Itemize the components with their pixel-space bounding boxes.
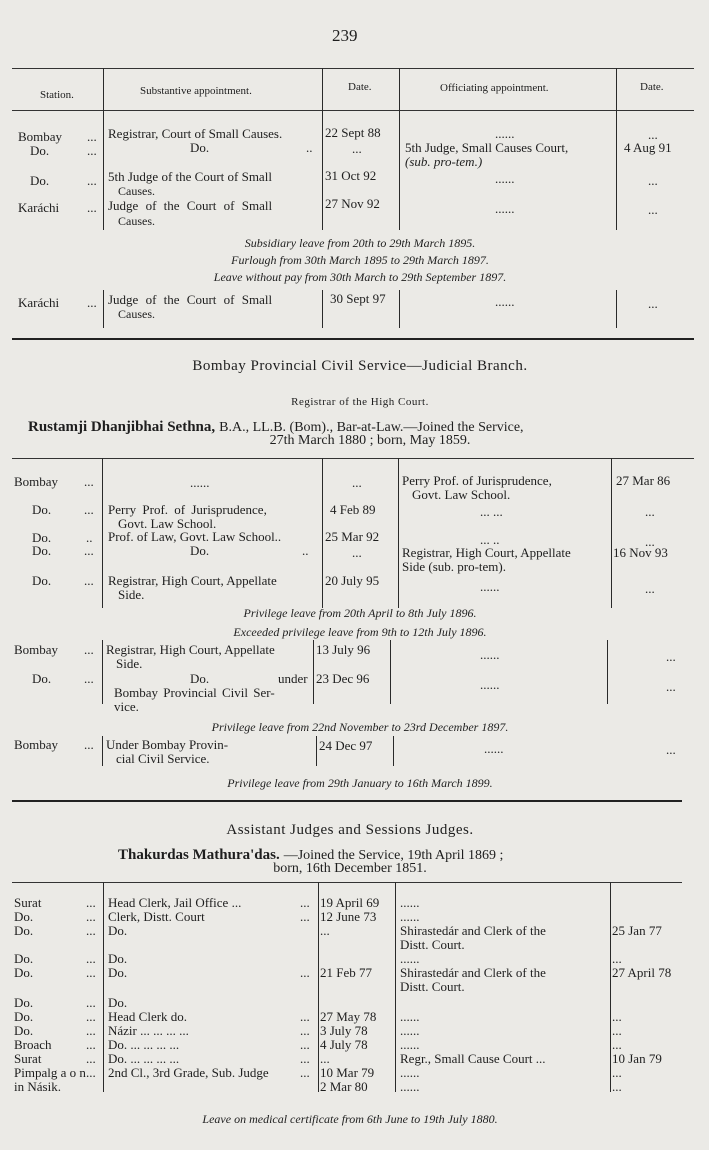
table-row-officiating: 5th Judge, Small Causes Court,	[405, 140, 569, 155]
table-row-date: ...	[645, 581, 655, 596]
table-row-substantive: 5th Judge of the Court of Small	[108, 169, 272, 184]
table-row-dots: ...	[86, 995, 96, 1010]
table-row-substantive: Registrar, High Court, Appellate	[108, 573, 277, 588]
sec1-rule-d2	[616, 290, 617, 328]
sec3-rule-c	[395, 882, 396, 1092]
leave-note: Privilege leave from 20th April to 8th July 1896.	[243, 606, 477, 620]
table-row-dots: ...	[87, 200, 97, 215]
table-row-substantive: Govt. Law School.	[118, 516, 217, 531]
sec1-rule-a2	[103, 290, 104, 328]
table-row-date2: ...	[612, 1079, 622, 1094]
table-row-sub: Do.	[108, 923, 128, 938]
table-row-substantive: under	[278, 671, 308, 686]
table-row-off: ......	[400, 1023, 420, 1038]
table-row-dots: ...	[86, 895, 96, 910]
table-row-officiating	[402, 560, 506, 574]
sec2-rule-b2	[313, 640, 314, 704]
officer-name: Rustamji Dhanjibhai Sethna,	[28, 419, 216, 435]
sec2-rule-a	[102, 458, 103, 608]
table-row-date: ...	[645, 504, 655, 519]
sec3-rule-b	[318, 882, 319, 1092]
table-row-date: 22 Sept 88	[325, 125, 381, 140]
table-row-date: ...	[648, 173, 658, 188]
table-row-date: ...	[666, 649, 676, 664]
table-row-substantive: Side.	[118, 587, 145, 602]
table-row-dots: ...	[84, 671, 94, 686]
table-row-date: ...	[352, 475, 362, 490]
table-row-dots: ...	[86, 1065, 96, 1080]
table-row-dots: ...	[84, 737, 94, 752]
table-row-sub: Head Clerk, Jail Office ...	[108, 895, 242, 910]
header-bottom-rule	[12, 110, 694, 111]
table-row-dots: ...	[84, 642, 94, 657]
table-row-date: ...	[666, 742, 676, 757]
officiating-note: Side (sub. pro-tem).	[402, 559, 506, 574]
table-row-station: Do.	[14, 1023, 34, 1038]
table-row-substantive: Causes.	[118, 184, 155, 198]
table-row-station: Do.	[14, 1009, 34, 1024]
table-row-date: ...	[352, 141, 362, 156]
table-row-date1: ...	[320, 923, 330, 938]
table-row-dots: ..	[302, 543, 309, 558]
leave-note: Subsidiary leave from 20th to 29th March 1895.	[244, 236, 476, 250]
table-row-station: Do.	[14, 909, 34, 924]
table-row-station: Do.	[32, 573, 52, 588]
table-row-off: ......	[400, 909, 420, 924]
table-row-substantive: ......	[190, 475, 210, 490]
table-row-station: Karáchi	[18, 200, 60, 215]
header-station: Station.	[40, 89, 74, 101]
table-row-station: Do.	[14, 995, 34, 1010]
table-row-station: Do.	[14, 951, 34, 966]
table-row-sub: Do.	[108, 951, 128, 966]
table-row-date2: 10 Jan 79	[612, 1051, 662, 1066]
table-row-station: Do.	[32, 671, 52, 686]
table-row-station: Do.	[32, 530, 52, 545]
table-row-date: ...	[666, 679, 676, 694]
table-row-station: Bombay	[14, 642, 59, 657]
table-row-substantive: Under Bombay Provin-	[106, 737, 229, 752]
sec1-rule-b2	[322, 290, 323, 328]
officer-description-line2: born, 16th December 1851.	[273, 861, 427, 876]
table-row-dots: ...	[86, 965, 96, 980]
table-row-officiating: ......	[480, 647, 500, 662]
table-row-dots: ...	[87, 129, 97, 144]
table-row-sub-dots: ...	[300, 895, 310, 910]
officer-description: B.A., LL.B. (Bom)., Bar-at-Law.—Joined the Service,	[219, 420, 524, 435]
table-row-date: ...	[648, 127, 658, 142]
table-row-date2: ...	[612, 1065, 622, 1080]
table-row-dots: ...	[84, 474, 94, 489]
sec2-rule-b	[322, 458, 323, 608]
table-row-officiating: ......	[484, 741, 504, 756]
table-row-dots: ...	[86, 1009, 96, 1024]
leave-note: Furlough from 30th March 1895 to 29th March 1897.	[231, 253, 489, 267]
table-row-dots: ...	[86, 1037, 96, 1052]
table-row-substantive: Registrar, Court of Small Causes.	[108, 126, 283, 141]
table-row-station: Do.	[32, 543, 52, 558]
table-row-officiating: ......	[495, 294, 515, 309]
sec2-rule-a3	[102, 736, 103, 766]
table-row-date2: 27 April 78	[612, 965, 672, 980]
table-row-station: Do.	[14, 965, 34, 980]
sec2-rule-c	[398, 458, 399, 608]
table-row-dots: ...	[84, 573, 94, 588]
table-row-date: 30 Sept 97	[330, 291, 386, 306]
table-row-off: Regr., Small Cause Court ...	[400, 1051, 546, 1066]
table-row-station: in Násik.	[14, 1079, 61, 1094]
leave-note: Exceeded privilege leave from 9th to 12th July 1896.	[233, 625, 487, 639]
header-date-2: Date.	[640, 81, 664, 93]
table-row-date1: 27 May 78	[320, 1009, 377, 1024]
table-row-date2: ...	[612, 1009, 622, 1024]
sec3-top-rule	[12, 882, 682, 883]
table-row-date: 20 July 95	[325, 573, 380, 588]
table-row-dots: ...	[87, 173, 97, 188]
table-row-substantive: Do.	[190, 671, 210, 686]
sec2-top-rule	[12, 458, 694, 459]
leave-note: Privilege leave from 22nd November to 23rd December 1897.	[211, 720, 509, 734]
table-row-date: ...	[645, 534, 655, 549]
table-row-off: ......	[400, 895, 420, 910]
table-row-station: Bombay	[18, 129, 63, 144]
table-row-dots: ..	[306, 140, 313, 155]
table-row-sub: Názir ... ... ... ...	[108, 1023, 189, 1038]
table-row-sub: Do.	[108, 995, 128, 1010]
header-date-1: Date.	[348, 81, 372, 93]
sec2-rule-d	[611, 458, 612, 608]
page-number: 239	[332, 26, 358, 45]
table-row-station: Pimpalg a o n	[14, 1065, 86, 1080]
table-row-officiating: Govt. Law School.	[412, 487, 511, 502]
sec1-rule-c2	[399, 290, 400, 328]
table-row-date: 16 Nov 93	[613, 545, 668, 560]
table-row-sub-dots: ...	[300, 965, 310, 980]
table-row-date: ...	[648, 296, 658, 311]
table-row-date: ...	[648, 202, 658, 217]
table-row-date2: ...	[612, 951, 622, 966]
table-row-date1: 19 April 69	[320, 895, 380, 910]
table-row-sub-dots: ...	[300, 1009, 310, 1024]
table-row-substantive: Registrar, High Court, Appellate	[106, 642, 275, 657]
table-row-station: Surat	[14, 895, 42, 910]
table-row-substantive: vice.	[114, 699, 139, 714]
table-row-officiating: ......	[495, 171, 515, 186]
table-row-station: Do.	[30, 173, 50, 188]
table-row-date2: ...	[612, 1037, 622, 1052]
table-row-officiating: ......	[480, 579, 500, 594]
table-row-date: 13 July 96	[316, 642, 371, 657]
sec3-rule-d	[610, 882, 611, 1092]
table-row-date1: 4 July 78	[320, 1037, 368, 1052]
table-row-off: ......	[400, 1079, 420, 1094]
table-row-off: Shirastedár and Clerk of the	[400, 923, 546, 938]
sec1-rule-b	[322, 68, 323, 230]
table-row-date: 23 Dec 96	[316, 671, 370, 686]
table-row-dots: ...	[86, 951, 96, 966]
sec2-rule-d2	[607, 640, 608, 704]
table-row-dots: ...	[86, 1051, 96, 1066]
table-row-station: Karáchi	[18, 295, 60, 310]
leave-note: Leave without pay from 30th March to 29th September 1897.	[213, 270, 507, 284]
table-row-date: 4 Aug 91	[624, 140, 672, 155]
header-officiating: Officiating appointment.	[440, 82, 549, 94]
table-row-date: 4 Feb 89	[330, 502, 376, 517]
officer-description-line2: 27th March 1880 ; born, May 1859.	[269, 433, 471, 448]
table-row-date: 27 Nov 92	[325, 196, 380, 211]
table-row-substantive: Do.	[190, 543, 210, 558]
table-row-substantive: Causes.	[118, 307, 155, 321]
sec1-rule-c	[399, 68, 400, 230]
table-row-officiating	[405, 155, 482, 169]
table-row-station: Broach	[14, 1037, 52, 1052]
leave-note: Leave on medical certificate from 6th June to 19th July 1880.	[202, 1112, 498, 1126]
table-row-date1: 3 July 78	[320, 1023, 368, 1038]
table-row-dots: ...	[87, 295, 97, 310]
table-row-substantive: Bombay Provincial Civil Ser-	[114, 685, 275, 700]
sec1-rule-a	[103, 68, 104, 230]
table-row-sub-dots: ...	[300, 1051, 310, 1066]
table-row-date: 27 Mar 86	[616, 473, 671, 488]
officer-description: —Joined the Service, 19th April 1869 ;	[283, 848, 504, 863]
table-row-sub-dots: ...	[300, 1023, 310, 1038]
table-row-substantive: Judge of the Court of Small	[108, 198, 273, 213]
leave-note: Privilege leave from 29th January to 16th March 1899.	[227, 776, 493, 790]
table-row-station: Surat	[14, 1051, 42, 1066]
section-divider	[12, 338, 694, 340]
table-row-sub: Head Clerk do.	[108, 1009, 188, 1024]
table-row-officiating: ... ...	[480, 504, 503, 519]
table-row-officiating: Registrar, High Court, Appellate	[402, 545, 571, 560]
table-row-date2: 25 Jan 77	[612, 923, 662, 938]
table-row-substantive: Prof. of Law, Govt. Law School..	[108, 529, 282, 544]
section-title: Assistant Judges and Sessions Judges.	[226, 822, 474, 838]
table-row-date1: ...	[320, 1051, 330, 1066]
section-divider	[12, 800, 682, 802]
table-row-date: 25 Mar 92	[325, 529, 380, 544]
table-row-station: Do.	[32, 502, 52, 517]
table-row-substantive: Perry Prof. of Jurisprudence,	[108, 502, 267, 517]
table-row-off: ......	[400, 1037, 420, 1052]
table-row-sub-dots: ...	[300, 1037, 310, 1052]
table-row-officiating: Perry Prof. of Jurisprudence,	[402, 473, 552, 488]
table-row-off: ......	[400, 1009, 420, 1024]
table-row-off: Shirastedár and Clerk of the	[400, 965, 546, 980]
table-row-substantive: Judge of the Court of Small	[108, 292, 273, 307]
table-row-sub: Do. ... ... ... ...	[108, 1037, 180, 1052]
table-row-station: Do.	[30, 143, 50, 158]
table-row-sub: 2nd Cl., 3rd Grade, Sub. Judge	[108, 1065, 269, 1080]
table-row-dots: ...	[86, 1023, 96, 1038]
table-row-officiating: ......	[495, 201, 515, 216]
table-row-sub: Clerk, Distt. Court	[108, 909, 205, 924]
table-row-date1: 2 Mar 80	[320, 1079, 368, 1094]
table-row-date: 31 Oct 92	[325, 168, 377, 183]
sec2-rule-c2	[390, 640, 391, 704]
table-row-officiating: ......	[495, 126, 515, 141]
table-row-substantive: Side.	[116, 656, 143, 671]
table-row-sub: Do.	[108, 965, 128, 980]
table-row-sub-dots: ...	[300, 1065, 310, 1080]
table-row-dots: ...	[84, 543, 94, 558]
table-row-off: Distt. Court.	[400, 937, 465, 952]
sec2-rule-b3	[316, 736, 317, 766]
table-row-substantive: Causes.	[118, 214, 155, 228]
officer-name: Thakurdas Mathura'das.	[118, 847, 280, 863]
table-row-sub-dots: ...	[300, 909, 310, 924]
table-row-dots: ...	[87, 143, 97, 158]
sec1-rule-d	[616, 68, 617, 230]
table-row-date1: 10 Mar 79	[320, 1065, 375, 1080]
officiating-note: (sub. pro-tem.)	[405, 154, 483, 169]
section-subtitle: Registrar of the High Court.	[291, 396, 429, 408]
table-row-dots: ...	[84, 502, 94, 517]
table-row-dots: ...	[86, 909, 96, 924]
table-row-off: Distt. Court.	[400, 979, 465, 994]
sec3-rule-a	[103, 882, 104, 1092]
table-row-station: Bombay	[14, 474, 59, 489]
section-title: Bombay Provincial Civil Service—Judicial Branch.	[192, 358, 528, 374]
table-row-date1: 12 June 73	[320, 909, 377, 924]
table-row-date2: ...	[612, 1023, 622, 1038]
table-row-dots: ..	[86, 530, 93, 545]
table-row-sub: Do. ... ... ... ...	[108, 1051, 180, 1066]
table-row-officiating: ......	[480, 677, 500, 692]
table-row-date: 24 Dec 97	[319, 738, 373, 753]
header-substantive: Substantive appointment.	[140, 85, 252, 97]
table-row-off: ......	[400, 1065, 420, 1080]
sec2-rule-c3	[393, 736, 394, 766]
sec2-rule-a2	[102, 640, 103, 704]
table-row-date1: 21 Feb 77	[320, 965, 372, 980]
table-row-station: Do.	[14, 923, 34, 938]
table-row-officiating: ... ..	[480, 532, 500, 547]
header-top-rule	[12, 68, 694, 69]
table-row-substantive: Do.	[190, 140, 210, 155]
table-row-off: ......	[400, 951, 420, 966]
table-row-dots: ...	[86, 923, 96, 938]
table-row-station: Bombay	[14, 737, 59, 752]
table-row-substantive: cial Civil Service.	[116, 751, 210, 766]
table-row-date: ...	[352, 545, 362, 560]
